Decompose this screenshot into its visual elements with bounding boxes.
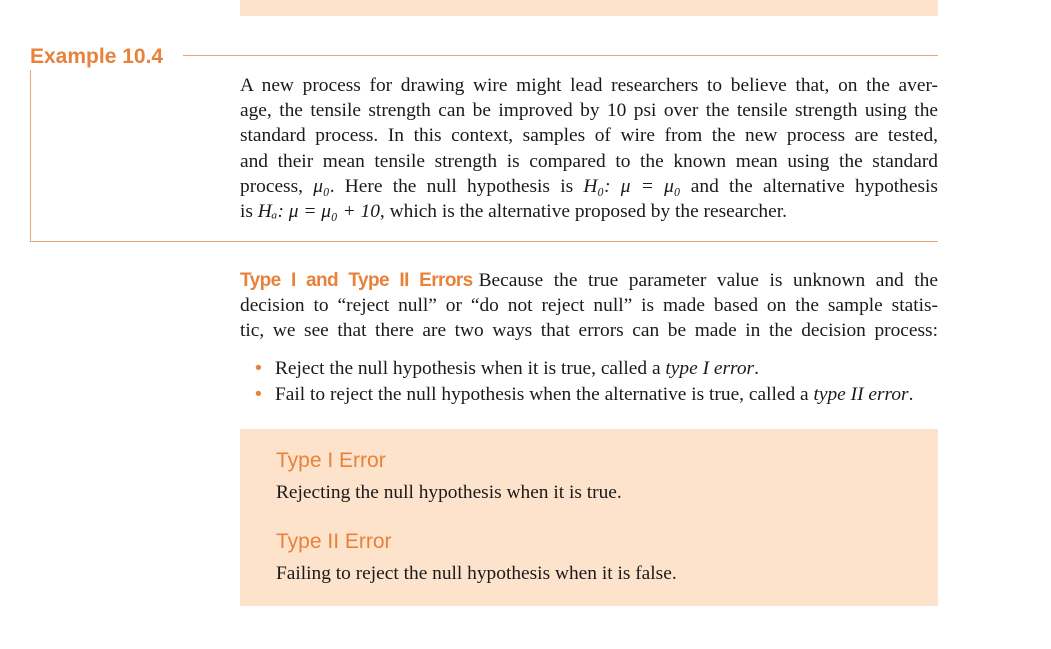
error-types-list (255, 356, 913, 407)
example-line: and their mean tensile strength is compared to the known mean using the standard (240, 150, 938, 172)
errors-line: decision to “reject null” or “do not reject null” is made based on the sample statis- (240, 295, 938, 317)
math-mu0: μ₀ (313, 175, 330, 197)
definition-text: Failing to reject the null hypothesis when it is false. (276, 563, 677, 584)
text-fragment: . Here the null hypothesis is (329, 175, 584, 197)
section-heading: Type I and Type II Errors (240, 270, 473, 291)
text-fragment: and the alternative hypothesis (680, 175, 938, 197)
text-fragment: , which is the alternative proposed by the researcher. (379, 201, 787, 223)
example-line-alternative (240, 199, 938, 224)
bullet-text: Fail to reject the null hypothesis when the alternative is true, called a (275, 383, 814, 405)
bullet-end: . (754, 358, 759, 379)
list-item (255, 382, 913, 408)
math-alternative-hypothesis: Hₐ: μ = μ₀ + 10 (257, 201, 380, 223)
example-rule-top (183, 55, 938, 56)
bullet-icon: • (255, 382, 262, 405)
bullet-text: Reject the null hypothesis when it is true, called a (275, 358, 666, 379)
bullet-end: . (908, 383, 914, 405)
definitions-box (240, 429, 938, 606)
text-fragment: process, (240, 175, 314, 197)
list-item (255, 356, 913, 382)
definition-text: Rejecting the null hypothesis when it is true. (276, 482, 622, 503)
example-rule-bottom (30, 241, 938, 242)
errors-line (240, 268, 938, 293)
text-fragment: is (240, 201, 258, 223)
example-line: standard process. In this context, samples of wire from the new process are tested, (240, 125, 938, 147)
errors-paragraph (240, 268, 938, 344)
top-shaded-box (240, 0, 938, 16)
example-label: Example 10.4 (30, 45, 164, 68)
errors-line: tic, we see that there are two ways that errors can be made in the decision process: (240, 320, 938, 342)
bullet-icon: • (255, 357, 262, 379)
definition-term: Type II Error (276, 530, 392, 553)
bullet-term: type I error (665, 358, 755, 379)
text-fragment: Because the true parameter value is unknown and the (478, 270, 938, 291)
example-body (240, 73, 938, 224)
example-rule-left (30, 70, 31, 241)
math-null-hypothesis: H₀: μ = μ₀ (583, 175, 681, 197)
example-line: age, the tensile strength can be improved by 10 psi over the tensile strength using the (240, 100, 938, 122)
example-line: A new process for drawing wire might lead researchers to believe that, on the aver- (240, 75, 938, 96)
example-line-hypotheses (240, 174, 938, 199)
bullet-term: type II error (813, 383, 909, 405)
definition-term: Type I Error (276, 449, 386, 472)
